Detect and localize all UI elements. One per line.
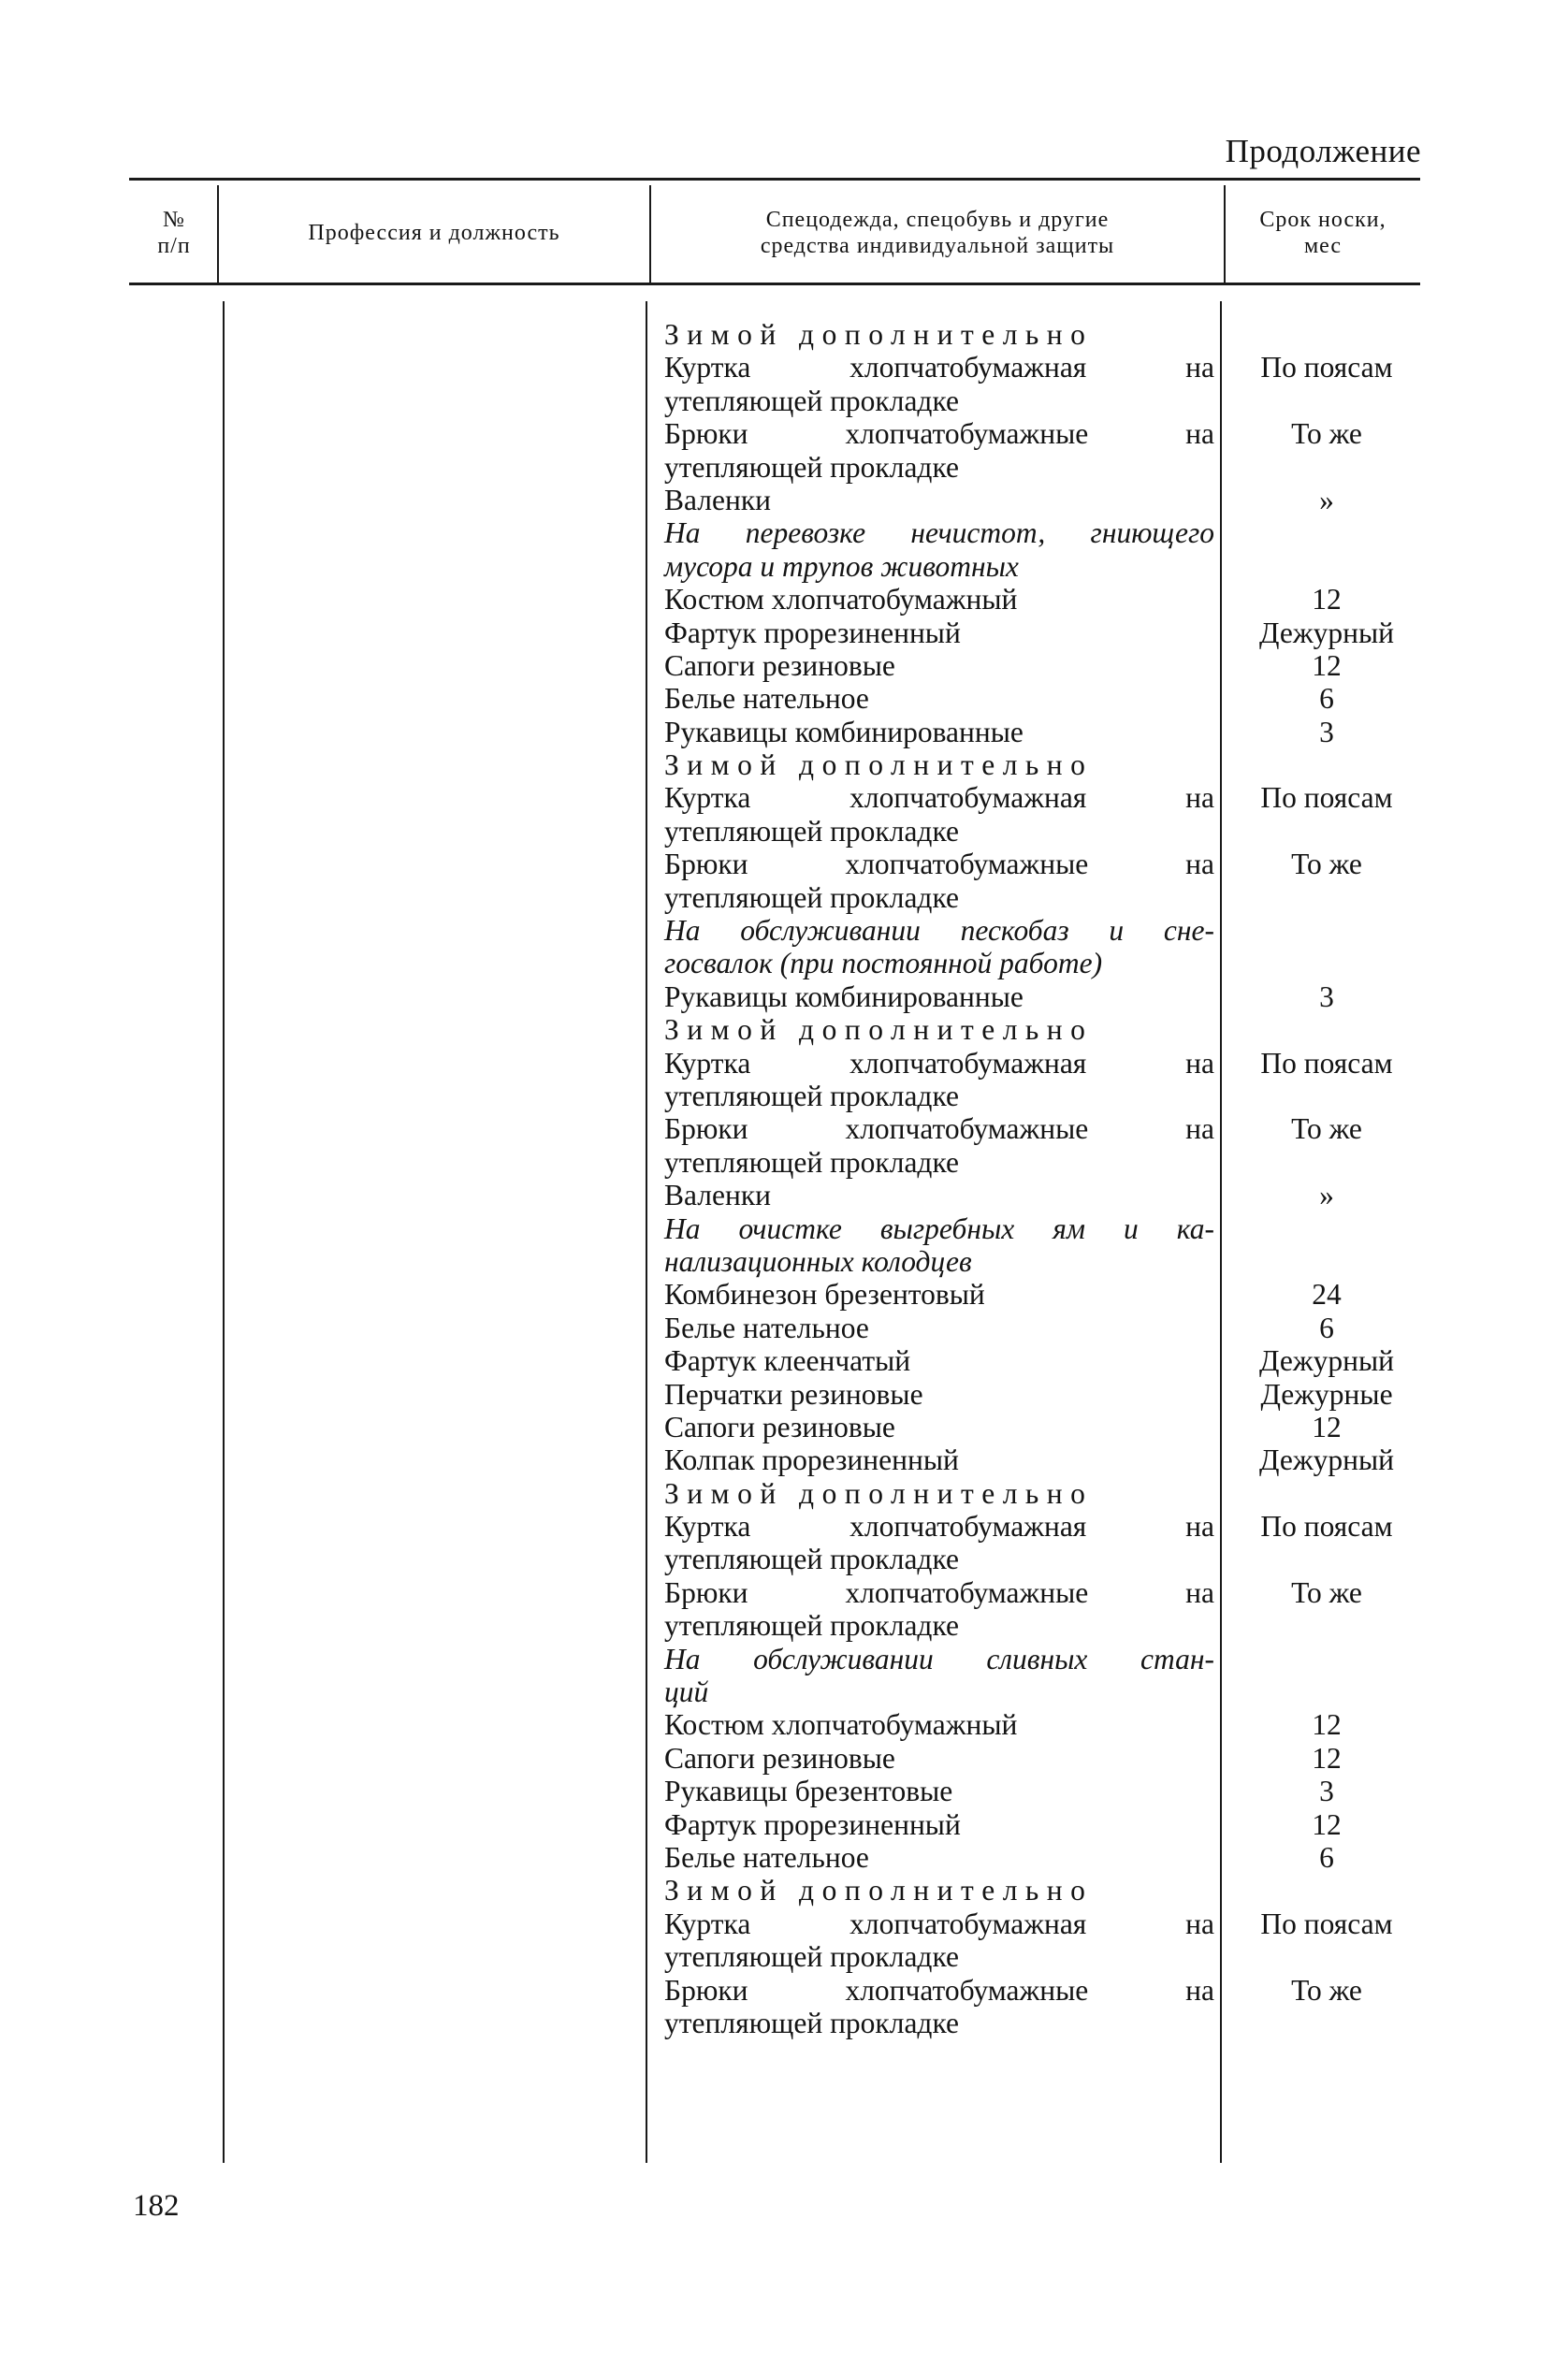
item-word: выгребных [879,1211,1015,1245]
item-word: обслуживании [740,914,921,948]
item-row: Костюм хлопчатобумажный [664,1708,1018,1742]
header-term: Срок носки, мес [1259,208,1387,258]
header-profession: Профессия и должность [308,221,560,246]
term-cell: По поясам [1260,1907,1393,1940]
term-cell: 3 [1319,979,1334,1013]
term-cell: Дежурный [1259,616,1394,649]
item-word: сливных [986,1642,1088,1675]
term-cell: Дежурный [1259,1443,1394,1477]
item-row [664,1576,1214,1609]
item-word: хлопчатобумажные [845,1973,1089,2007]
term-cell: 12 [1312,648,1342,682]
term-cell: » [1319,1179,1334,1212]
term-cell: По поясам [1260,1046,1393,1080]
item-word: стан- [1140,1642,1214,1675]
item-row [664,351,1214,384]
item-row [664,1510,1214,1543]
item-word: На [664,1211,701,1245]
item-word: хлопчатобумажная [849,1907,1087,1940]
item-word: Брюки [664,848,748,881]
term-cell: 6 [1319,1311,1334,1344]
term-cell [1235,318,1418,351]
item-word: на [1185,351,1214,384]
term-cell: Дежурный [1259,1344,1394,1378]
page-number: 182 [133,2189,180,2223]
term-cell: По поясам [1260,351,1393,384]
item-row: Зимой дополнительно [664,1476,1094,1510]
item-row: Зимой дополнительно [664,318,1094,351]
term-cell [1235,1940,1418,1973]
term-cell: То же [1291,1575,1362,1609]
item-row [664,1047,1214,1080]
item-row: Рукавицы брезентовые [664,1775,953,1808]
continuation-label: Продолжение [1225,133,1421,169]
term-cell [1235,550,1418,583]
term-cell: 12 [1312,583,1342,616]
item-word: на [1185,781,1214,815]
item-row: утепляющей прокладке [664,814,959,848]
item-row [664,848,1214,880]
term-cell: Дежурные [1260,1377,1393,1411]
item-row: Зимой дополнительно [664,1013,1094,1047]
item-row: Белье нательное [664,1311,869,1344]
item-row: нализационных колодцев [664,1244,972,1278]
item-row: ций [664,1675,709,1709]
item-row: утепляющей прокладке [664,1609,959,1643]
item-word: хлопчатобумажная [849,351,1087,384]
item-row [664,1907,1214,1940]
item-word: хлопчатобумажные [845,1112,1089,1146]
item-row: Сапоги резиновые [664,1741,895,1775]
term-cell [1235,1675,1418,1708]
item-word: Куртка [664,1046,751,1080]
term-cell [1235,947,1418,979]
item-row: Костюм хлопчатобумажный [664,583,1018,616]
item-word: ям [1053,1211,1086,1245]
item-row: мусора и трупов животных [664,549,1019,583]
item-row: утепляющей прокладке [664,1543,959,1576]
item-word: сне- [1163,914,1214,948]
item-word: ка- [1176,1211,1214,1245]
term-cell [1235,1146,1418,1179]
item-word: Куртка [664,1510,751,1544]
term-cell [1235,881,1418,914]
term-cell: 3 [1319,1775,1334,1808]
table-top-rule [129,178,1420,181]
item-row: Белье нательное [664,682,869,716]
item-word: Брюки [664,1575,748,1609]
term-cell: То же [1291,1973,1362,2007]
body-divider-3 [1220,301,1222,2163]
item-word: хлопчатобумажные [845,1575,1089,1609]
item-row: утепляющей прокладке [664,1940,959,1974]
item-word: На [664,516,701,550]
term-cell [1235,2007,1418,2039]
item-word: нечистот, [910,516,1046,550]
term-cell [1235,748,1418,781]
item-word: хлопчатобумажная [849,781,1087,815]
item-row: Валенки [664,483,771,516]
item-row: госвалок (при постоянной работе) [664,947,1103,980]
item-word: на [1185,1907,1214,1940]
item-row [664,781,1214,814]
item-word: на [1185,848,1214,881]
term-cell: То же [1291,1112,1362,1146]
item-row: утепляющей прокладке [664,1145,959,1179]
item-row: Белье нательное [664,1840,869,1874]
item-word: Брюки [664,1973,748,2007]
term-cell [1235,1643,1418,1675]
term-cell: 6 [1319,682,1334,716]
item-word: и [1109,914,1125,948]
item-row: Сапоги резиновые [664,648,895,682]
term-cell [1235,1013,1418,1046]
term-cell [1235,1543,1418,1575]
item-word: перевозке [745,516,866,550]
term-cell [1235,914,1418,947]
term-cell: 12 [1312,1807,1342,1841]
item-word: очистке [738,1211,842,1245]
item-row: Валенки [664,1179,771,1212]
item-row: утепляющей прокладке [664,2006,959,2039]
term-cell: 24 [1312,1278,1342,1312]
header-items: Спецодежда, спецобувь и другие средства индивидуальной защиты [760,208,1115,258]
item-word: Куртка [664,781,751,815]
item-row [664,914,1214,947]
item-row: Фартук прорезиненный [664,616,961,649]
item-word: Куртка [664,1907,751,1940]
item-row: Перчатки резиновые [664,1377,923,1411]
term-cell: 6 [1319,1840,1334,1874]
term-cell [1235,1874,1418,1907]
terms-column [1235,318,1418,2039]
term-cell: По поясам [1260,1510,1393,1544]
term-cell: То же [1291,417,1362,451]
item-row: утепляющей прокладке [664,450,959,484]
item-word: Брюки [664,417,748,451]
item-row: утепляющей прокладке [664,880,959,914]
item-row [664,1974,1214,2007]
term-cell [1235,451,1418,484]
item-word: и [1124,1211,1139,1245]
header-num: № п/п [157,208,191,258]
items-column [664,318,1214,2039]
item-word: хлопчатобумажная [849,1046,1087,1080]
item-row: Зимой дополнительно [664,1874,1094,1907]
item-word: гниющего [1090,516,1214,550]
term-cell [1235,1080,1418,1112]
item-row [664,1212,1214,1245]
item-row [664,417,1214,450]
item-row: Рукавицы комбинированные [664,979,1024,1013]
term-cell [1235,384,1418,417]
term-cell [1235,1212,1418,1245]
item-row [664,1112,1214,1145]
item-row: Рукавицы комбинированные [664,715,1024,748]
item-row: Фартук прорезиненный [664,1807,961,1841]
item-row: Зимой дополнительно [664,748,1094,782]
item-word: на [1185,1973,1214,2007]
term-cell: 12 [1312,1410,1342,1443]
item-row: Сапоги резиновые [664,1410,895,1443]
item-word: обслуживании [753,1642,934,1675]
item-row [664,1643,1214,1675]
term-cell [1235,1477,1418,1510]
item-row: Фартук клеенчатый [664,1344,911,1378]
body-divider-2 [646,301,647,2163]
term-cell: 12 [1312,1708,1342,1742]
item-word: пескобаз [960,914,1069,948]
item-row: Колпак прорезиненный [664,1443,959,1477]
item-word: на [1185,1575,1214,1609]
item-word: хлопчатобумажная [849,1510,1087,1544]
term-cell: » [1319,483,1334,516]
item-row: утепляющей прокладке [664,1079,959,1112]
term-cell [1235,1609,1418,1642]
item-word: На [664,914,701,948]
item-word: Куртка [664,351,751,384]
item-word: хлопчатобумажные [845,848,1089,881]
item-word: хлопчатобумажные [845,417,1089,451]
item-row: Комбинезон брезентовый [664,1278,985,1312]
item-word: на [1185,1112,1214,1146]
item-row: утепляющей прокладке [664,384,959,417]
term-cell: 12 [1312,1741,1342,1775]
item-word: На [664,1642,701,1675]
term-cell [1235,516,1418,549]
item-row [664,516,1214,549]
item-word: на [1185,417,1214,451]
term-cell [1235,815,1418,848]
item-word: Брюки [664,1112,748,1146]
item-word: на [1185,1510,1214,1544]
term-cell: То же [1291,848,1362,881]
body-divider-1 [223,301,225,2163]
term-cell: 3 [1319,715,1334,748]
term-cell: По поясам [1260,781,1393,815]
item-word: на [1185,1046,1214,1080]
term-cell [1235,1245,1418,1278]
